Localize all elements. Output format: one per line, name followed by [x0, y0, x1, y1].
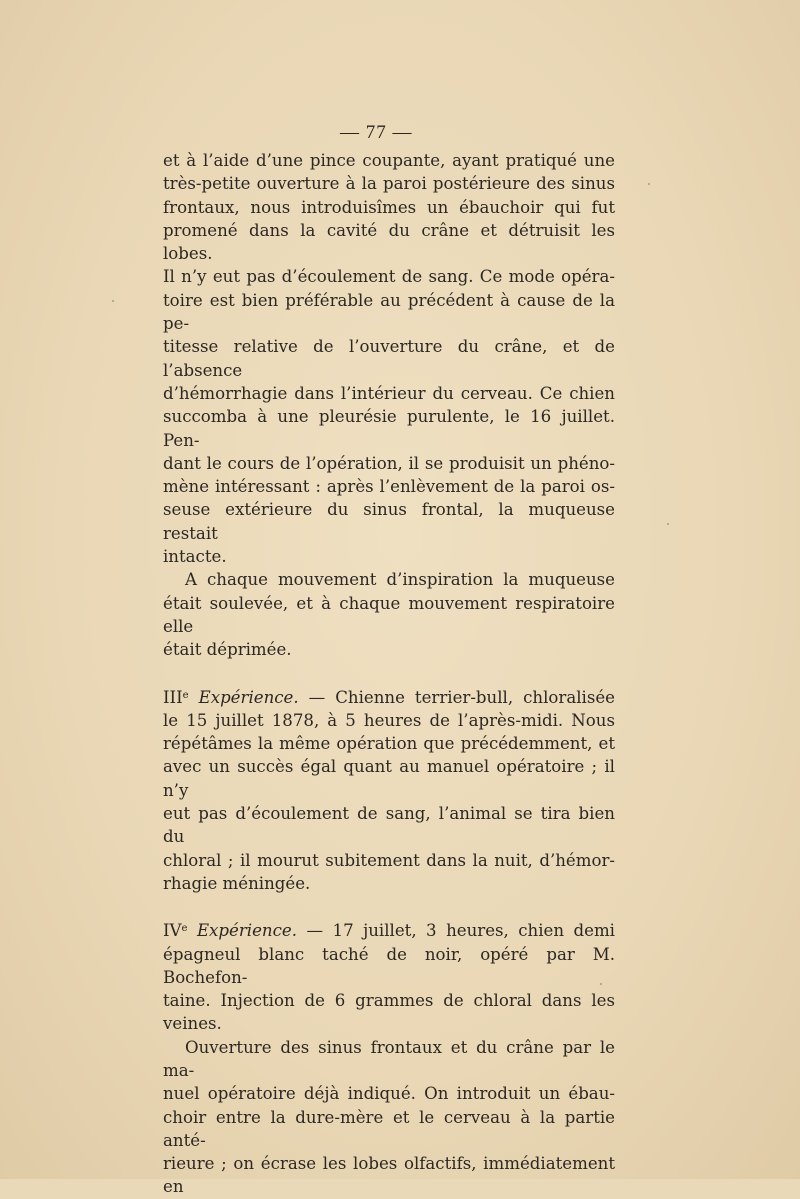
text-line: le 15 juillet 1878, à 5 heures de l’après-midi. Nous [163, 710, 615, 730]
text-line: très-petite ouverture à la paroi postérieure des sinus [163, 174, 615, 194]
page-number: — 77 — [340, 122, 413, 143]
text-line: et à l’aide d’une pince coupante, ayant pratiqué une [163, 151, 615, 170]
experience-number: IVe [163, 921, 188, 941]
experience-title: Expérience. [196, 921, 297, 941]
text-line: rieure ; on écrase les lobes olfactifs, immédiatement en [163, 1154, 615, 1197]
text-line: répétâmes la même opération que précédemment, et [163, 734, 615, 754]
paragraph-experience-4 [163, 917, 615, 1035]
paper-speck [112, 300, 114, 302]
text-line: — Chienne terrier-bull, chloralisée [298, 687, 615, 707]
text-line: A chaque mouvement d’inspiration la muqueuse [185, 570, 615, 590]
text-line: succomba à une pleurésie purulente, le 16 juillet. Pen- [163, 407, 615, 450]
experience-heading-line [163, 917, 615, 942]
text-line: avec un succès égal quant au manuel opératoire ; il n’y [163, 757, 615, 800]
text-line: dant le cours de l’opération, il se produisit un phéno- [163, 453, 615, 473]
text-line: — 17 juillet, 3 heures, chien demi [297, 921, 615, 941]
text-line: Ouverture des sinus frontaux et du crâne par le ma- [163, 1037, 615, 1080]
paragraph-5 [163, 1036, 615, 1199]
text-line: taine. Injection de 6 grammes de chloral dans les veines. [163, 991, 615, 1034]
body-text [163, 149, 615, 1199]
paper-speck [667, 523, 669, 525]
text-line: nuel opératoire déjà indiqué. On introduit un ébau- [163, 1084, 615, 1104]
paper-speck [600, 983, 602, 985]
text-line: frontaux, nous introduisîmes un ébauchoir qui fut [163, 197, 615, 217]
experience-heading-line [163, 684, 615, 709]
text-line: était déprimée. [163, 640, 292, 660]
experience-number: IIIe [163, 687, 189, 707]
paragraph-2 [163, 568, 615, 661]
text-line: Il n’y eut pas d’écoulement de sang. Ce mode opéra- [163, 267, 615, 287]
text-line: promené dans la cavité du crâne et détruisit les lobes. [163, 220, 615, 264]
text-line: choir entre la dure-mère et le cerveau à la partie anté- [163, 1107, 615, 1150]
experience-title: Expérience. [198, 687, 299, 707]
paragraph-experience-3 [163, 684, 615, 896]
text-line: toire est bien préférable au précédent à cause de la pe- [163, 290, 615, 334]
paragraph-1 [163, 149, 615, 568]
text-line: intacte. [163, 547, 227, 567]
paper-speck [648, 183, 650, 185]
text-line: chloral ; il mourut subitement dans la nuit, d’hémor- [163, 850, 615, 870]
text-line: épagneul blanc taché de noir, opéré par M. Bochefon- [163, 944, 615, 987]
text-line: titesse relative de l’ouverture du crâne, et de l’absence [163, 337, 615, 380]
text-line: mène intéressant : après l’enlèvement de la paroi os- [163, 477, 615, 497]
text-line: était soulevée, et à chaque mouvement respiratoire elle [163, 593, 615, 636]
text-line: seuse extérieure du sinus frontal, la muqueuse restait [163, 500, 615, 543]
text-line: d’hémorrhagie dans l’intérieur du cerveau. Ce chien [163, 383, 615, 403]
text-line: rhagie méningée. [163, 873, 311, 893]
text-line: eut pas d’écoulement de sang, l’animal se tira bien du [163, 804, 615, 847]
